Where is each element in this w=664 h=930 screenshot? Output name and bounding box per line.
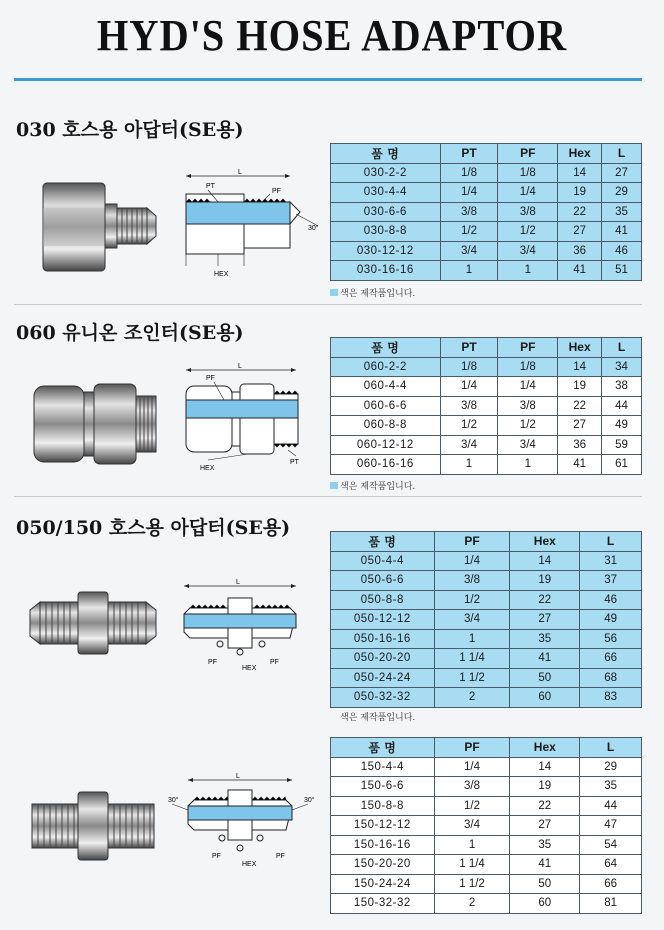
table-row: 150-24-24 1 1/2 50 66	[331, 874, 642, 894]
pf-label: PF	[272, 188, 281, 195]
pf-label: PF	[206, 375, 215, 382]
col-header-l: L	[580, 532, 642, 552]
color-swatch	[330, 289, 338, 296]
table-row: 050-12-12 3/4 27 49	[331, 610, 642, 630]
col-header-l: L	[602, 144, 642, 164]
col-header-l: L	[602, 338, 642, 358]
table-note: 색은 제작품입니다.	[330, 286, 415, 299]
technical-drawing-030	[178, 166, 328, 288]
table-note: 색은 제작품입니다.	[340, 713, 416, 723]
spec-table-150	[330, 737, 642, 914]
section-title-030: 030 호스용 아답터(SE용)	[16, 119, 244, 141]
section-divider	[14, 496, 642, 497]
pf-label-left: PF	[208, 659, 217, 666]
dim-label-l: L	[238, 169, 242, 176]
col-header-pf: PF	[498, 338, 558, 358]
section-title-060: 060 유니온 조인터(SE용)	[16, 322, 244, 344]
pt-label: PT	[290, 459, 299, 466]
table-row: 060-6-6 3/8 3/8 22 44	[331, 396, 642, 416]
pf-label-right: PF	[276, 853, 285, 860]
technical-drawing-050	[178, 578, 328, 674]
product-photo-030	[40, 178, 160, 278]
col-header-pf: PF	[434, 738, 510, 758]
spec-table-050	[330, 531, 642, 708]
product-photo-050	[28, 588, 158, 658]
col-header-pf: PF	[498, 144, 558, 164]
pf-label-left: PF	[212, 853, 221, 860]
table-row: 030-12-12 3/4 3/4 36 46	[331, 241, 642, 261]
pt-label: PT	[206, 183, 215, 190]
technical-drawing-060	[178, 360, 328, 480]
col-header-name: 품 명	[331, 738, 435, 758]
table-row: 060-4-4 1/4 1/4 19 38	[331, 377, 642, 397]
table-row: 050-6-6 3/8 19 37	[331, 571, 642, 591]
table-row: 050-4-4 1/4 14 31	[331, 551, 642, 571]
page-title: HYD'S HOSE ADAPTOR	[96, 11, 568, 60]
table-row: 150-8-8 1/2 22 44	[331, 796, 642, 816]
section-title-050-150: 050/150 호스용 아답터(SE용)	[16, 517, 291, 539]
col-header-hex: Hex	[510, 532, 580, 552]
section-divider	[14, 304, 642, 305]
col-header-name: 품 명	[331, 532, 435, 552]
table-row: 060-12-12 3/4 3/4 36 59	[331, 435, 642, 455]
table-row: 150-4-4 1/4 14 29	[331, 757, 642, 777]
col-header-name: 품 명	[331, 338, 441, 358]
table-row: 060-16-16 1 1 41 61	[331, 455, 642, 475]
col-header-hex: Hex	[558, 144, 602, 164]
hex-label: HEX	[200, 465, 215, 472]
color-swatch	[330, 482, 338, 489]
col-header-hex: Hex	[558, 338, 602, 358]
table-row: 150-20-20 1 1/4 41 64	[331, 855, 642, 875]
table-note: 색은 제작품입니다.	[330, 479, 415, 492]
table-row: 030-8-8 1/2 1/2 27 41	[331, 222, 642, 242]
table-row: 030-16-16 1 1 41 51	[331, 261, 642, 281]
table-row: 030-4-4 1/4 1/4 19 29	[331, 183, 642, 203]
col-header-pt: PT	[440, 144, 498, 164]
angle-label-right: 30°	[304, 797, 315, 804]
angle-label: 30°	[308, 225, 319, 232]
table-row: 030-2-2 1/8 1/8 14 27	[331, 163, 642, 183]
table-row: 050-32-32 2 60 83	[331, 688, 642, 708]
table-row: 030-6-6 3/8 3/8 22 35	[331, 202, 642, 222]
table-row: 060-2-2 1/8 1/8 14 34	[331, 357, 642, 377]
spec-table-030	[330, 143, 642, 281]
angle-label-left: 30°	[168, 797, 179, 804]
table-row: 150-16-16 1 35 54	[331, 835, 642, 855]
table-row: 150-12-12 3/4 27 47	[331, 816, 642, 836]
spec-table-060	[330, 337, 642, 475]
table-row: 050-16-16 1 35 56	[331, 629, 642, 649]
col-header-pt: PT	[440, 338, 498, 358]
dim-label-l: L	[238, 363, 242, 370]
col-header-hex: Hex	[510, 738, 580, 758]
table-row: 150-32-32 2 60 81	[331, 894, 642, 914]
technical-drawing-150	[168, 772, 328, 872]
product-photo-060	[30, 378, 160, 470]
hex-label: HEX	[242, 665, 257, 672]
table-row: 050-20-20 1 1/4 41 66	[331, 649, 642, 669]
table-row: 150-6-6 3/8 19 35	[331, 777, 642, 797]
dim-label-l: L	[236, 579, 240, 586]
dim-label-l: L	[236, 773, 240, 780]
table-row: 050-8-8 1/2 22 46	[331, 590, 642, 610]
col-header-l: L	[580, 738, 642, 758]
col-header-name: 품 명	[331, 144, 441, 164]
hex-label: HEX	[242, 861, 257, 868]
hex-label: HEX	[214, 271, 229, 278]
pf-label-right: PF	[270, 659, 279, 666]
product-photo-150	[28, 788, 158, 864]
col-header-pf: PF	[434, 532, 510, 552]
table-row: 060-8-8 1/2 1/2 27 49	[331, 416, 642, 436]
title-rule	[14, 78, 642, 81]
table-row: 050-24-24 1 1/2 50 68	[331, 668, 642, 688]
